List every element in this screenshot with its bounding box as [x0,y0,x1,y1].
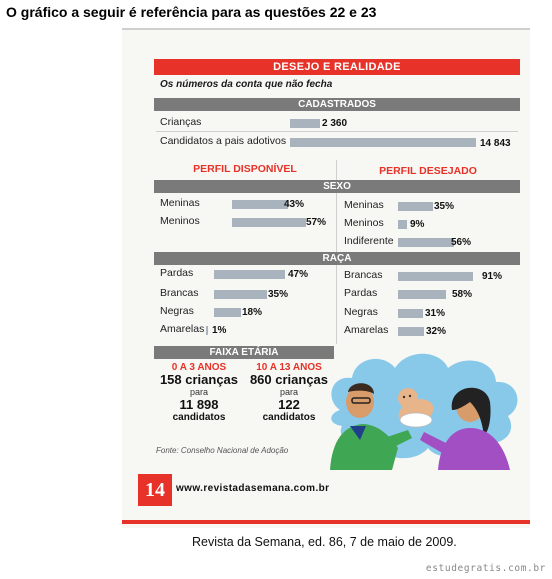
value-brancas-left: 35% [268,289,289,300]
section-raca: RAÇA [154,252,520,265]
value-meninos-right: 9% [410,219,425,230]
bar-candidatos [290,138,476,147]
perfil-disponivel-header: PERFIL DISPONÍVEL [193,163,297,175]
page-url: www.revistadasemana.com.br [176,483,330,494]
bar-meninas-right [398,202,433,211]
age-range-label: 0 A 3 ANOS [171,362,227,373]
row-label-indiferente: Indiferente [344,235,394,247]
age-count: 860 crianças [249,372,329,387]
value-pardas-left: 47% [288,269,309,280]
age-candidates: 11 898 [179,397,219,412]
bar-brancas-left [214,290,267,299]
row-label-negras-right: Negras [344,306,378,318]
bar-pardas-right [398,290,446,299]
row-label-meninos-right: Meninos [344,217,384,229]
value-meninas-right: 35% [434,201,455,212]
section-faixa-etaria: FAIXA ETÁRIA [154,346,334,359]
age-count: 158 crianças [159,372,239,387]
row-label-pardas-right: Pardas [344,287,378,299]
bar-amarelas-left [206,326,208,335]
faixa-etaria-box [154,346,334,444]
source-note: Fonte: Conselho Nacional de Adoção [156,446,289,455]
bar-negras-left [214,308,241,317]
bar-negras-right [398,309,423,318]
value-negras-right: 31% [425,308,446,319]
age-para: para [279,387,298,397]
row-label-meninos-left: Meninos [160,215,200,227]
age-candidates-word: candidatos [172,412,226,423]
value-amarelas-right: 32% [426,326,447,337]
infographic-subtitle: Os números da conta que não fecha [160,79,333,90]
perfil-desejado-header: PERFIL DESEJADO [379,165,477,177]
value-meninos-left: 57% [306,217,327,228]
bar-meninos-left [232,218,306,227]
age-group-0-3 [156,362,242,423]
bar-meninos-right [398,220,407,229]
age-candidates: 122 [278,397,300,412]
value-brancas-right: 91% [482,271,503,282]
intro-text: O gráfico a seguir é referência para as questões 22 e 23 [6,4,377,20]
value-amarelas-left: 1% [212,325,227,336]
row-label-pardas-left: Pardas [160,267,194,279]
bar-criancas [290,119,320,128]
section-cadastrados: CADASTRADOS [154,98,520,111]
value-negras-left: 18% [242,307,263,318]
site-credit: estudegratis.com.br [425,563,546,574]
age-range-label: 10 A 13 ANOS [256,362,322,373]
row-label-candidatos: Candidatos a pais adotivos [160,135,287,147]
bar-meninas-left [232,200,288,209]
bar-brancas-right [398,272,473,281]
section-sexo: SEXO [154,180,520,193]
top-rule [122,28,530,30]
page-number: 14 [138,474,172,506]
value-indiferente: 56% [451,237,472,248]
row-label-meninas-left: Meninas [160,197,200,209]
family-illustration [320,340,526,470]
age-candidates-word: candidatos [262,412,316,423]
row-label-amarelas-left: Amarelas [160,323,205,335]
row-label-negras-left: Negras [160,305,194,317]
row-label-amarelas-right: Amarelas [344,324,389,336]
value-criancas: 2 360 [322,118,348,129]
bottom-rule [122,520,530,524]
bar-pardas-left [214,270,285,279]
row-label-brancas-right: Brancas [344,269,383,281]
value-meninas-left: 43% [284,199,305,210]
row-divider [156,131,518,132]
row-label-brancas-left: Brancas [160,287,199,299]
caption: Revista da Semana, ed. 86, 7 de maio de 2009. [192,535,457,549]
value-pardas-right: 58% [452,289,473,300]
bar-indiferente [398,238,454,247]
row-label-meninas-right: Meninas [344,199,384,211]
value-candidatos: 14 843 [480,138,511,149]
row-label-criancas: Crianças [160,116,202,128]
infographic-title: DESEJO E REALIDADE [154,59,520,75]
age-para: para [189,387,208,397]
bar-amarelas-right [398,327,424,336]
